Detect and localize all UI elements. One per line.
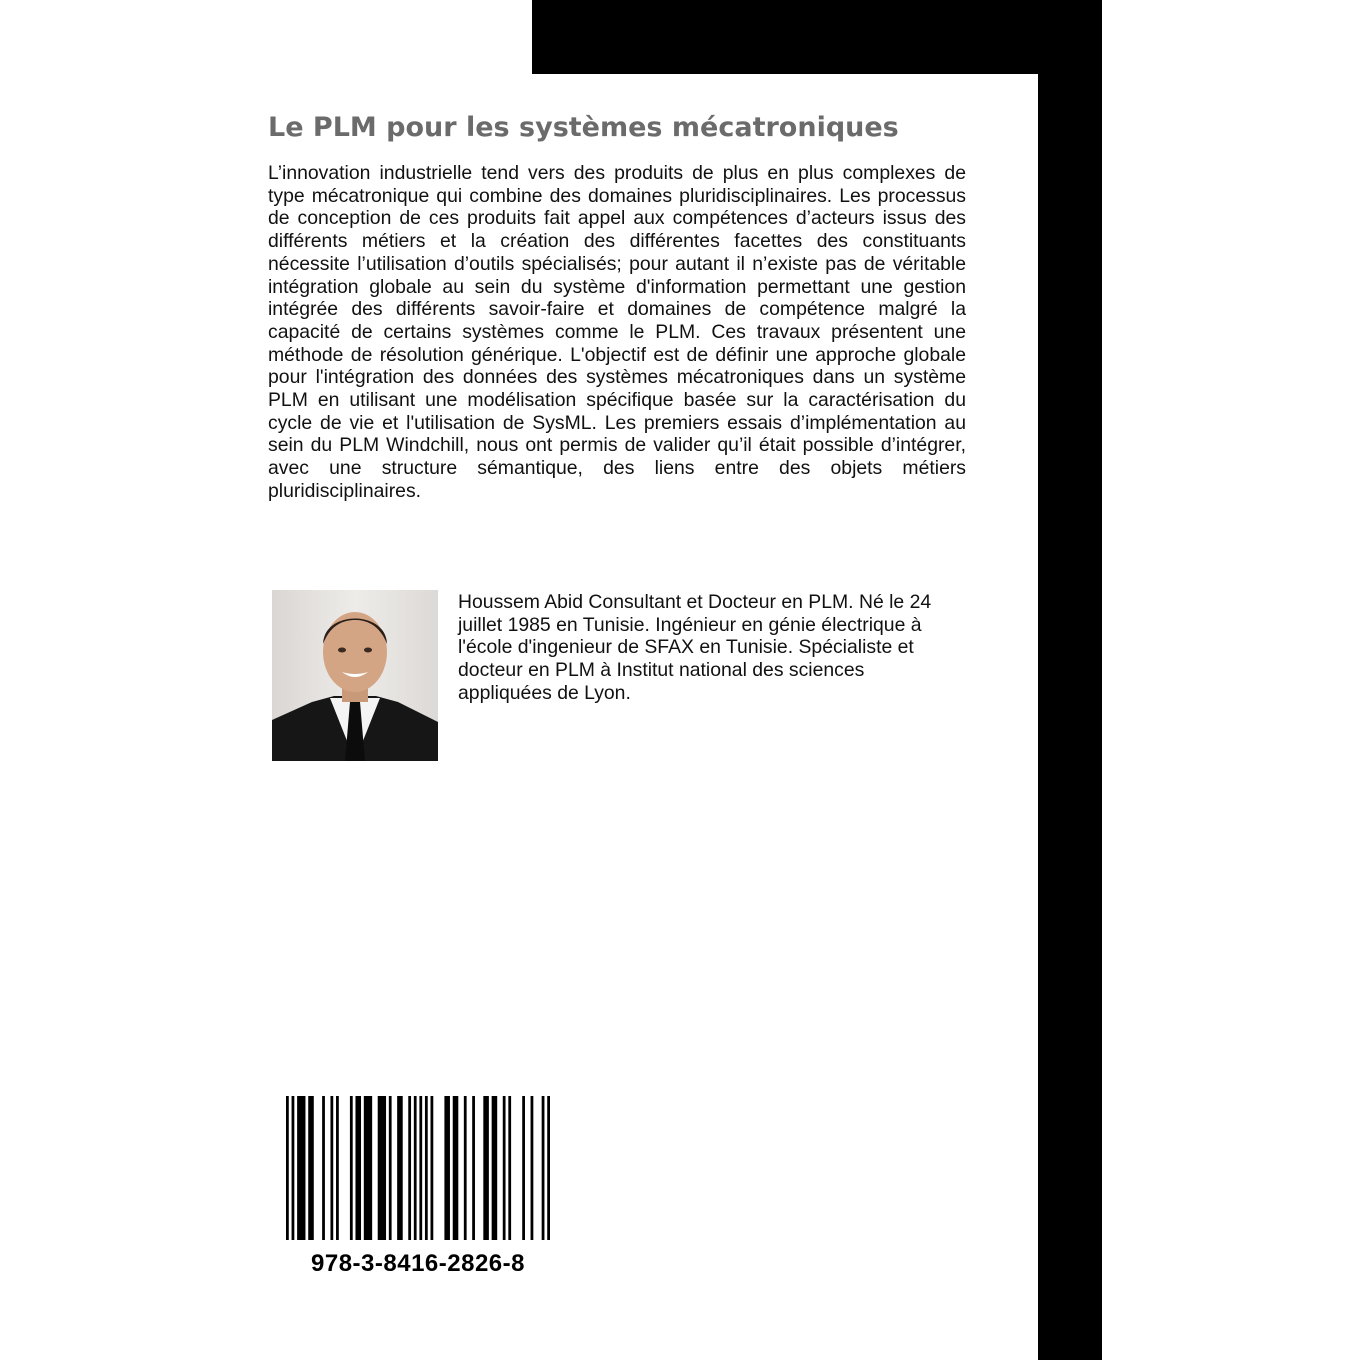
barcode-bar: [464, 1096, 467, 1240]
author-bio: Houssem Abid Consultant et Docteur en PLM. Né le 24 juillet 1985 en Tunisie. Ingénieur en génie électrique à l'école d'ingenieur de SFAX en Tunisie. Spécialiste et docteur en PLM à Institut national des sciences appliquées de Lyon.: [458, 591, 932, 704]
barcode-bar: [292, 1096, 295, 1240]
barcode-bar: [444, 1096, 450, 1240]
barcode-bar: [472, 1096, 475, 1240]
book-title: Le PLM pour les systèmes mécatroniques: [268, 112, 899, 143]
barcode-bar: [542, 1096, 545, 1240]
barcode-bar: [286, 1096, 289, 1240]
barcode-bar: [414, 1096, 417, 1240]
barcode-bar: [297, 1096, 305, 1240]
barcode-bar: [431, 1096, 434, 1240]
barcode-bar: [378, 1096, 386, 1240]
barcode-bar: [308, 1096, 314, 1240]
barcode-bar: [522, 1096, 525, 1240]
barcode-bar: [492, 1096, 498, 1240]
barcode-bar: [508, 1096, 511, 1240]
barcode-bar: [483, 1096, 489, 1240]
barcode-bar: [397, 1096, 403, 1240]
barcode-bar: [408, 1096, 411, 1240]
barcode-bar: [336, 1096, 339, 1240]
barcode-bar: [350, 1096, 353, 1240]
barcode-bar: [419, 1096, 422, 1240]
barcode-bar: [322, 1096, 325, 1240]
barcode-bar: [503, 1096, 506, 1240]
barcode-bar: [453, 1096, 459, 1240]
spine-band-top: [532, 0, 1102, 74]
spine-band-right: [1038, 0, 1102, 1360]
isbn-barcode: [286, 1096, 550, 1240]
barcode-bar: [330, 1096, 333, 1240]
barcode-bar: [425, 1096, 428, 1240]
barcode-bar: [355, 1096, 361, 1240]
isbn-number: 978-3-8416-2826-8: [311, 1250, 525, 1277]
author-photo: [272, 590, 438, 761]
barcode-bar: [547, 1096, 550, 1240]
barcode-bar: [364, 1096, 372, 1240]
barcode-bar: [389, 1096, 392, 1240]
book-summary: L’innovation industrielle tend vers des produits de plus en plus complexes de type mécatronique qui combine des domaines pluridisciplinaires. Les processus de conception de ces produits fait appel aux compétences d’acteurs issus des différents métiers et la création des différentes facettes des constituants nécessite l’utilisation d’outils spécialisés; pour autant il n’existe pas de véritable intégration globale au sein du système d'information permettant une gestion intégrée des différents savoir-faire et domaines de compétence malgré la capacité de certains systèmes comme le PLM. Ces travaux présentent une méthode de résolution générique. L'objectif est de définir une approche globale pour l'intégration des données des systèmes mécatroniques dans un système PLM en utilisant une modélisation spécifique basée sur la caractérisation du cycle de vie et l'utilisation de SysML. Les premiers essais d’implémentation au sein du PLM Windchill, nous ont permis de valider qu’il était possible d’intégrer, avec une structure sémantique, des liens entre des objets métiers pluridisciplinaires.: [268, 162, 966, 502]
barcode-bar: [531, 1096, 534, 1240]
